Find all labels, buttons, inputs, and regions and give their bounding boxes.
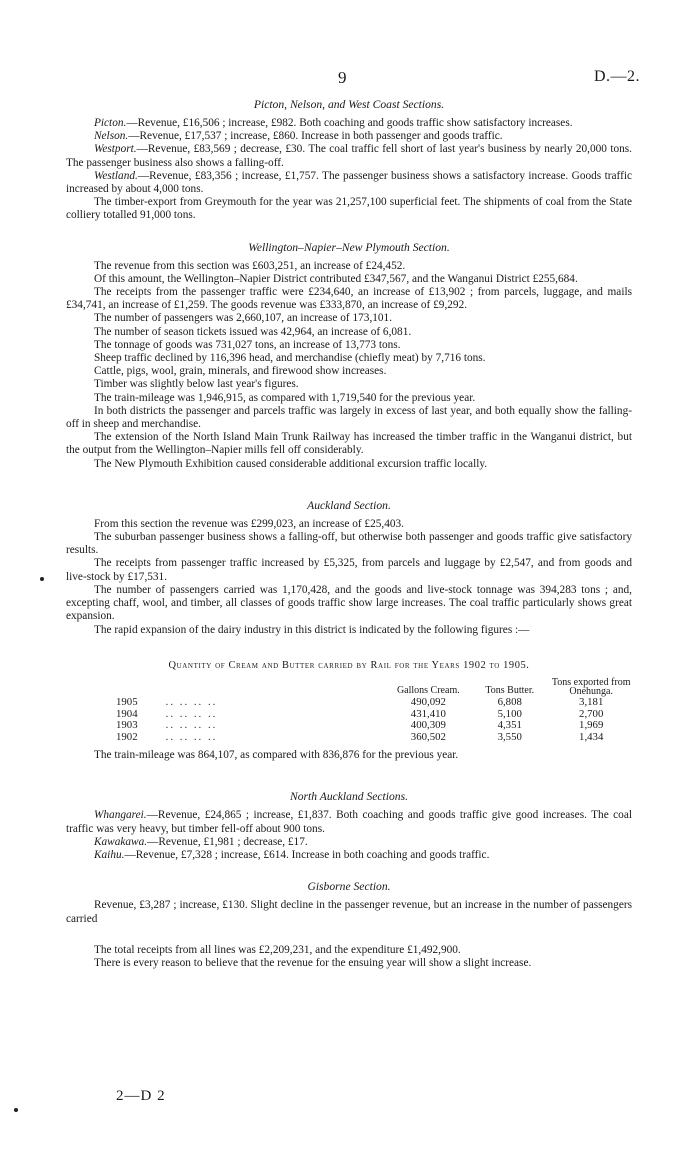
section-wellington	[66, 241, 632, 471]
year-cell: 1905	[116, 695, 138, 708]
table-row	[116, 720, 632, 732]
paragraph: The extension of the North Island Main Trunk Railway has increased the timber traffic in the Wanganui district, but the output from the Wellington–Napier mills fell off considerably.	[66, 431, 632, 457]
exported-cell: 3,181	[579, 695, 604, 708]
paragraph-text: —Revenue, £16,506 ; increase, £982. Both coaching and goods traffic show satisfactory increases.	[126, 117, 573, 129]
section-title: North Auckland Sections.	[290, 790, 408, 804]
table-header-row	[116, 678, 632, 697]
paragraph-text: —Revenue, £24,865 ; increase, £1,837. Both coaching and goods traffic give good increases. The coal traffic was very heavy, but timber fell-off about 900 tons.	[66, 809, 632, 835]
section-title: Auckland Section.	[307, 498, 391, 512]
paragraph: The New Plymouth Exhibition caused considerable additional excursion traffic locally.	[94, 457, 488, 470]
paragraph: There is every reason to believe that the revenue for the ensuing year will show a slight increase.	[94, 956, 532, 969]
table-row	[116, 732, 632, 744]
cream-cell: 490,092	[410, 695, 446, 708]
section-title: Picton, Nelson, and West Coast Sections.	[253, 98, 445, 111]
paragraph	[66, 117, 632, 130]
paragraph: The receipts from the passenger traffic were £234,640, an increase of £13,902 ; from parcels, luggage, and mails £34,741, an increase of £1,259. The goods revenue was £333,870, an increase of £9,292.	[66, 286, 632, 312]
document-reference: D.—2.	[593, 68, 640, 85]
exported-cell: 1,434	[579, 730, 604, 743]
paragraph: The number of season tickets issued was 42,964, an increase of 6,081.	[94, 325, 412, 338]
paragraph-text: —Revenue, £7,328 ; increase, £614. Increase in both coaching and goods traffic.	[124, 849, 490, 862]
year-cell: 1902	[116, 730, 138, 743]
section-totals	[66, 944, 632, 970]
paragraph-lead: Nelson.	[94, 130, 129, 143]
dot-leader: .. .. .. ..	[165, 719, 218, 732]
column-header: Tons exported from Onehunga.	[551, 676, 631, 698]
section-north-auckland	[66, 790, 632, 862]
section-gisborne	[66, 880, 632, 925]
margin-mark	[14, 1108, 18, 1112]
paragraph: Timber was slightly below last year's figures.	[94, 378, 299, 391]
cream-cell: 431,410	[410, 707, 446, 720]
paragraph: Of this amount, the Wellington–Napier District contributed £347,567, and the Wanganui District £255,684.	[94, 272, 578, 285]
section-title: Gisborne Section.	[307, 880, 391, 894]
butter-cell: 3,550	[497, 730, 522, 743]
paragraph-lead: Kawakawa.	[94, 835, 148, 848]
paragraph	[66, 196, 632, 222]
paragraph: The train-mileage was 864,107, as compared with 836,876 for the previous year.	[94, 749, 459, 762]
column-header: Tons Butter.	[485, 685, 535, 697]
exported-cell: 1,969	[579, 719, 604, 732]
section-title: Wellington–Napier–New Plymouth Section.	[248, 240, 450, 254]
paragraph: In both districts the passenger and parcels traffic was largely in excess of last year, and both equally show the falling-off in sheep and merchandise.	[66, 404, 632, 431]
paragraph: Revenue, £3,287 ; increase, £130. Slight decline in the passenger revenue, but an increase in the number of passengers carried	[66, 899, 632, 925]
year-cell: 1904	[116, 707, 138, 720]
paragraph-lead: Westport.	[94, 143, 137, 156]
paragraph: The rapid expansion of the dairy industry in this district is indicated by the following figures :—	[94, 623, 530, 636]
paragraph-lead: Picton.	[94, 117, 127, 129]
dot-leader: .. .. .. ..	[165, 695, 218, 708]
paragraph-lead: Whangarei.	[94, 809, 147, 822]
section-auckland	[66, 499, 632, 763]
paragraph	[66, 836, 632, 849]
paragraph	[66, 130, 632, 143]
paragraph-lead: Westland.	[94, 169, 138, 182]
paragraph-text: The timber-export from Greymouth for the year was 21,257,100 superficial feet. The shipments of coal from the State colliery totalled 91,000 tons.	[66, 196, 632, 222]
printer-signature: 2—D 2	[116, 1088, 166, 1104]
margin-mark	[40, 577, 44, 581]
paragraph: The number of passengers carried was 1,170,428, and the goods and live-stock tonnage was 394,283 tons ; and, excepting chaff, wool, and timber, all classes of goods traffic show large increases. The coal traffic particularly shows great expansion.	[66, 583, 632, 623]
paragraph: The suburban passenger business shows a falling-off, but otherwise both passenger and goods traffic give satisfactory results.	[66, 531, 632, 557]
paragraph	[66, 170, 632, 196]
year-cell: 1903	[116, 719, 138, 732]
paragraph	[66, 143, 632, 169]
page-number: 9	[338, 68, 347, 87]
butter-cell: 6,808	[497, 695, 522, 708]
exported-cell: 2,700	[579, 707, 604, 720]
paragraph-text: —Revenue, £83,569 ; decrease, £30. The coal traffic fell short of last year's business by nearly 20,000 tons. The passenger business also shows a falling-off.	[66, 143, 632, 169]
section-west-coast	[66, 98, 632, 223]
paragraph	[66, 849, 632, 862]
paragraph: The tonnage of goods was 731,027 tons, an increase of 13,773 tons.	[94, 338, 401, 351]
cream-cell: 360,502	[410, 730, 446, 743]
paragraph: The receipts from passenger traffic increased by £5,325, from parcels and luggage by £2,547, and from goods and live-stock by £17,531.	[66, 557, 632, 583]
paragraph: The number of passengers was 2,660,107, an increase of 173,101.	[94, 312, 393, 325]
paragraph: The revenue from this section was £603,251, an increase of £24,452.	[94, 259, 406, 272]
paragraph: The train-mileage was 1,946,915, as compared with 1,719,540 for the previous year.	[94, 391, 476, 404]
dairy-table	[116, 678, 632, 743]
paragraph-lead: Kaihu.	[94, 849, 125, 862]
paragraph	[66, 809, 632, 835]
paragraph: From this section the revenue was £299,023, an increase of £25,403.	[94, 517, 404, 530]
column-header: Gallons Cream.	[396, 685, 460, 697]
cream-cell: 400,309	[410, 719, 446, 732]
paragraph: Sheep traffic declined by 116,396 head, and merchandise (chiefly meat) by 7,716 tons.	[94, 352, 486, 365]
paragraph-text: —Revenue, £83,356 ; increase, £1,757. The passenger business shows a satisfactory increase. Goods traffic increased by about 4,000 tons.	[66, 169, 632, 196]
page-header	[0, 68, 700, 88]
butter-cell: 5,100	[497, 707, 522, 720]
paragraph-text: —Revenue, £1,981 ; decrease, £17.	[147, 835, 308, 848]
dot-leader: .. .. .. ..	[165, 707, 218, 720]
document-body	[66, 98, 632, 970]
paragraph: Cattle, pigs, wool, grain, minerals, and firewood show increases.	[94, 365, 387, 378]
butter-cell: 4,351	[497, 719, 522, 732]
table-title: Quantity of Cream and Butter carried by Rail for the Years 1902 to 1905.	[168, 659, 530, 671]
paragraph: The total receipts from all lines was £2,209,231, and the expenditure £1,492,900.	[94, 943, 461, 956]
table-row	[116, 697, 632, 709]
dot-leader: .. .. .. ..	[165, 730, 218, 743]
paragraph-text: —Revenue, £17,537 ; increase, £860. Increase in both passenger and goods traffic.	[128, 130, 503, 143]
